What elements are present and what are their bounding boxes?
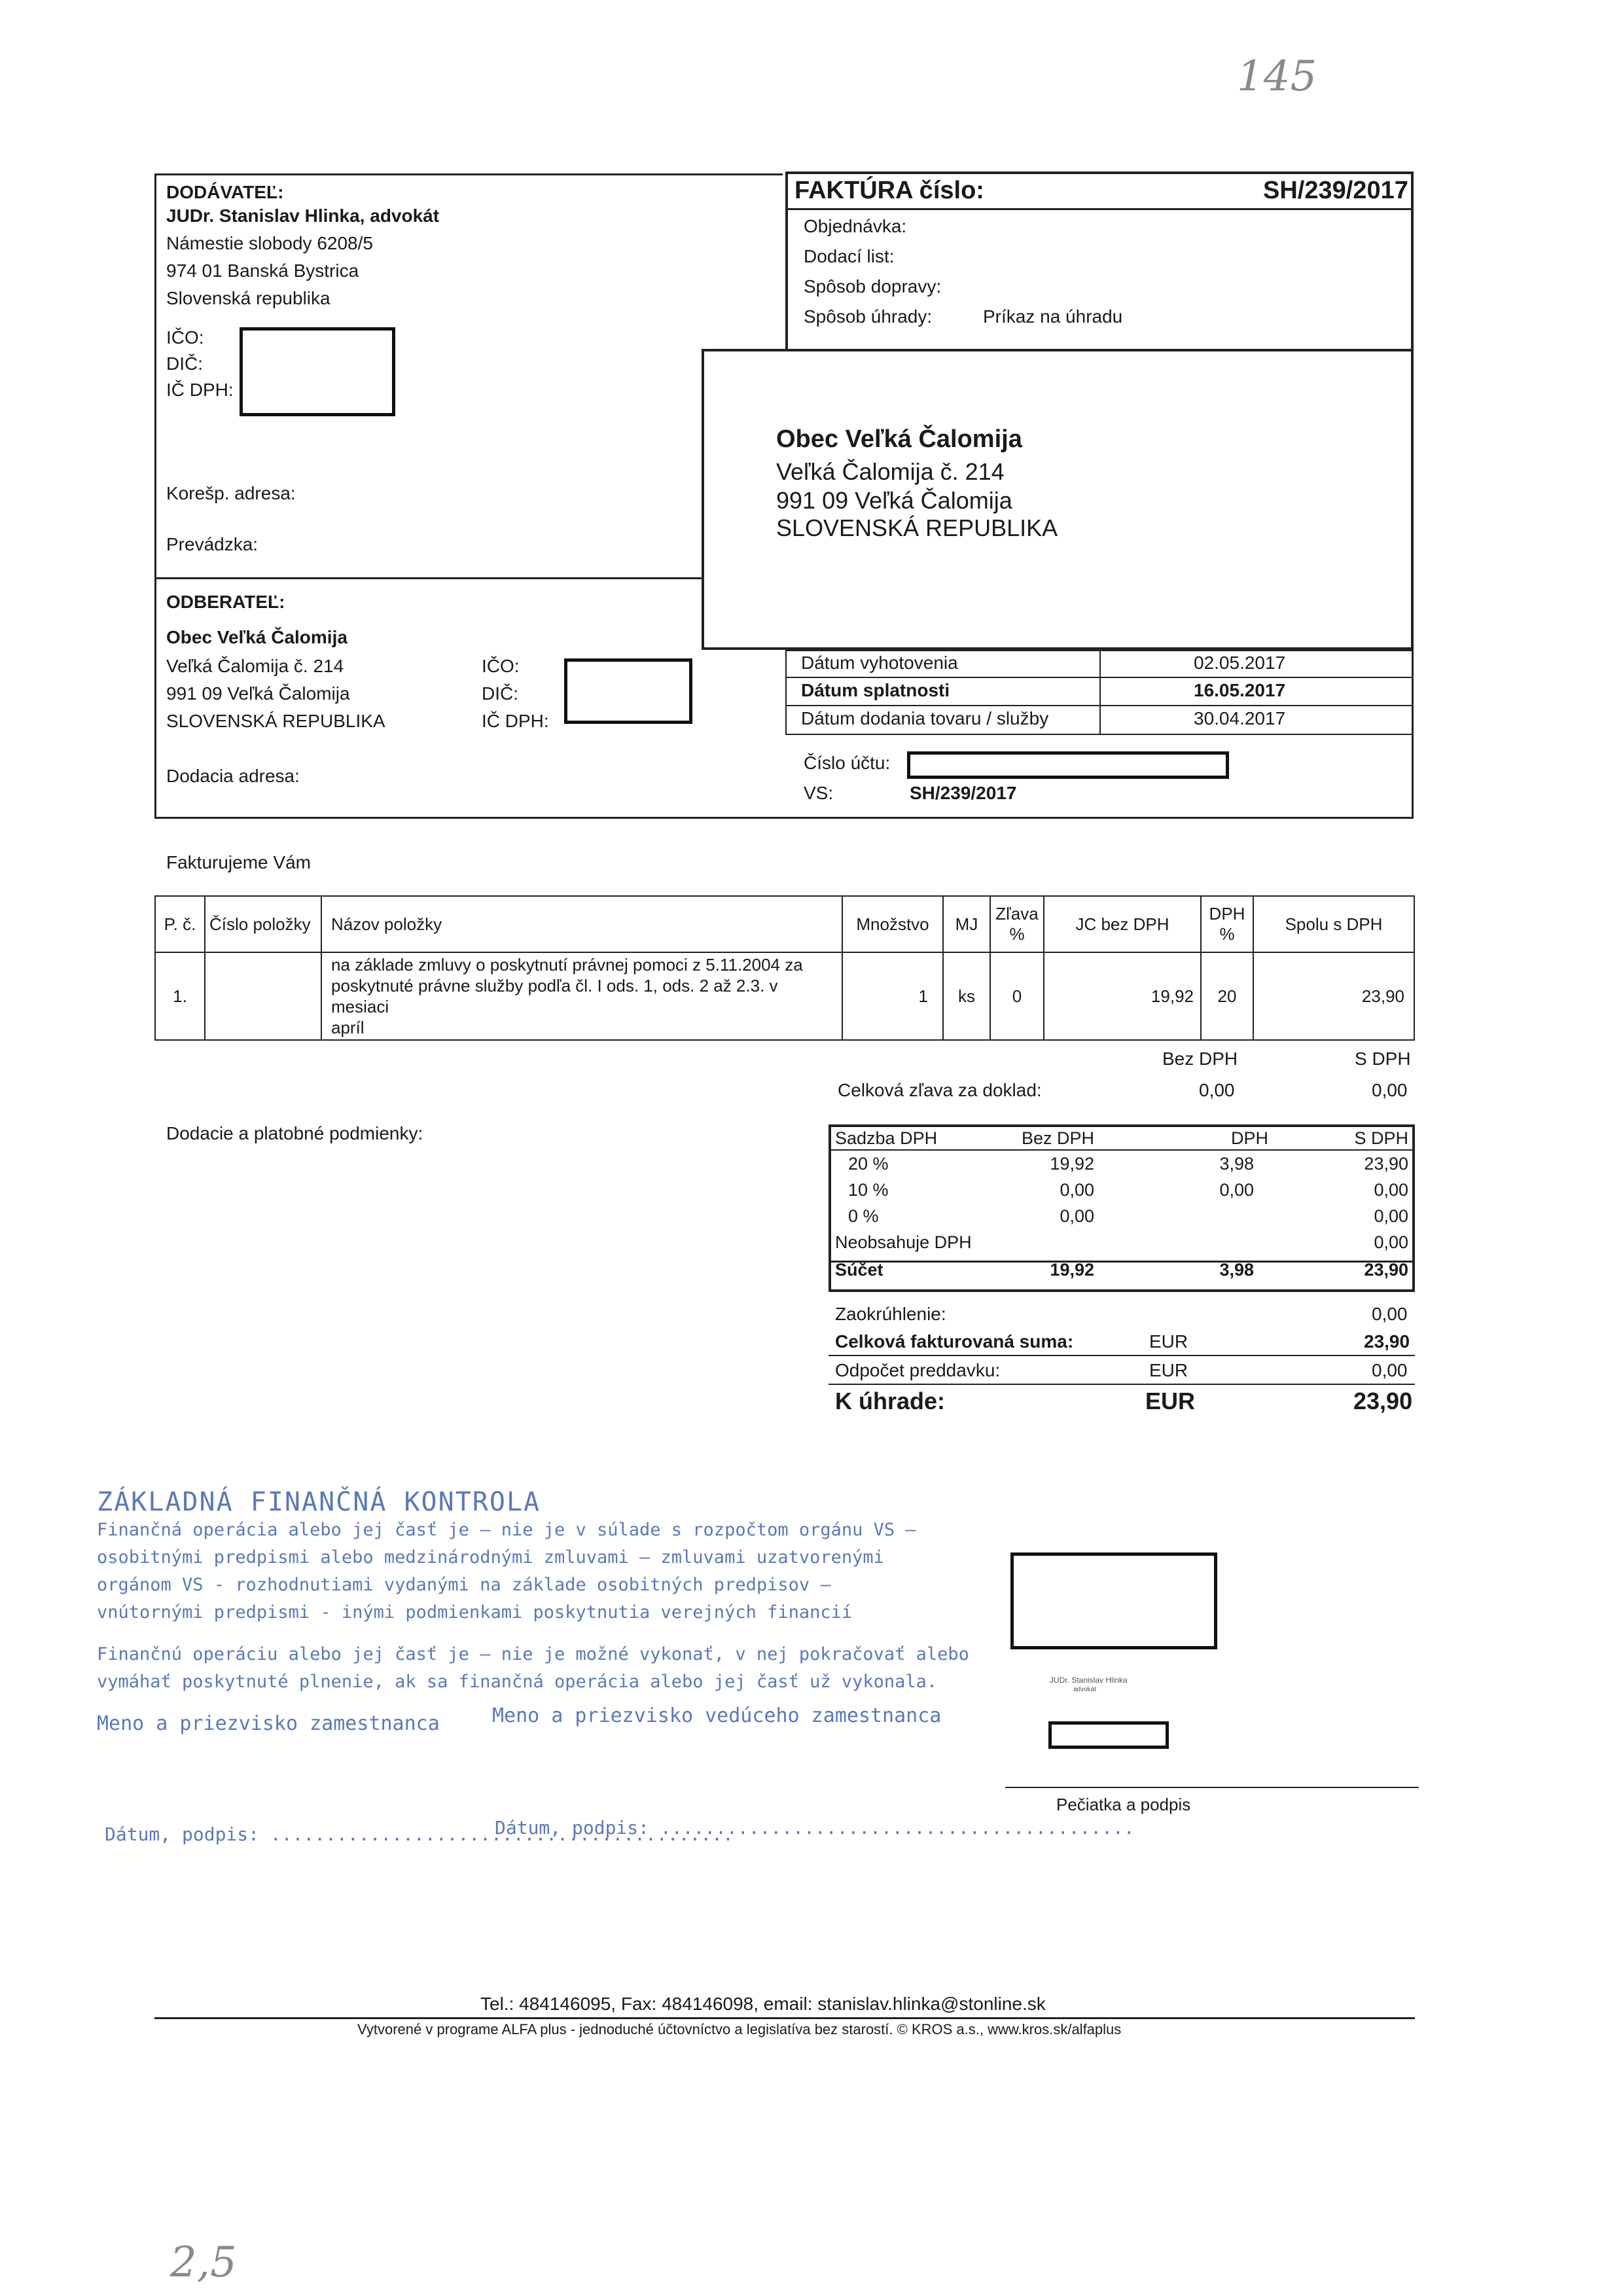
vat-base: 0,00	[1060, 1179, 1094, 1200]
supplier-city: 974 01 Banská Bystrica	[166, 260, 359, 281]
vat-header-vat: DPH	[1230, 1128, 1268, 1148]
discount-label: Celková zľava za doklad:	[838, 1080, 1042, 1100]
totals-rule-1	[829, 1355, 1415, 1356]
vat-sum-label: Súčet	[835, 1259, 883, 1280]
vat-header-rate: Sadzba DPH	[835, 1128, 938, 1148]
due-date-label: Dátum splatnosti	[801, 680, 950, 700]
control-stamp-line: orgánom VS - rozhodnutiami vydanými na základe osobitných predpisov –	[97, 1575, 831, 1595]
vat-sum-amount: 3,98	[1219, 1259, 1254, 1280]
control-stamp-head: Meno a priezvisko vedúceho zamestnanca	[492, 1704, 942, 1727]
advance-value: 0,00	[1372, 1360, 1408, 1380]
vat-amount: 3,98	[1219, 1153, 1254, 1174]
customer-name: Obec Veľká Čalomija	[166, 627, 348, 647]
supplier-country: Slovenská republika	[166, 288, 330, 308]
header-qty: Množstvo	[856, 914, 929, 934]
invoice-title: FAKTÚRA číslo:	[794, 177, 984, 204]
left-border	[154, 173, 156, 818]
supplier-koresp-label: Korešp. adresa:	[166, 483, 296, 503]
issue-date-label: Dátum vyhotovenia	[801, 653, 958, 673]
amount-due-currency: EUR	[1145, 1388, 1196, 1414]
vat-base: 0,00	[1060, 1206, 1094, 1226]
vs-label: VS:	[804, 783, 834, 803]
control-stamp-line: osobitnými predpismi alebo medzinárodnými zmluvami – zmluvami uzatvorenými	[97, 1547, 884, 1568]
vat-header-base: Bez DPH	[1021, 1128, 1094, 1148]
items-header-row	[155, 896, 1414, 952]
row-pc: 1.	[173, 986, 187, 1006]
control-stamp-date-sign: Dátum, podpis: ...........................................	[495, 1817, 1135, 1839]
customer-heading: ODBERATEĽ:	[166, 592, 285, 612]
control-stamp-date-sign: Dátum, podpis: ..........................................	[105, 1823, 734, 1845]
vat-base: 19,92	[1050, 1153, 1094, 1174]
delivery-date-value: 30.04.2017	[1194, 708, 1286, 728]
row-vat: 20	[1217, 986, 1237, 1006]
header-vat: DPH	[1209, 904, 1245, 924]
row-name-line: na základe zmluvy o poskytnutí právnej pomoci z 5.11.2004 za	[331, 955, 803, 975]
customer-ids-redaction	[564, 658, 692, 724]
account-redaction	[907, 751, 1229, 779]
account-label: Číslo účtu:	[804, 753, 891, 773]
discount-col-s: S DPH	[1355, 1049, 1411, 1069]
stamp-rule	[1005, 1787, 1419, 1788]
vs-value: SH/239/2017	[910, 783, 1017, 803]
footer-rule	[154, 2017, 1415, 2019]
totals-rule-2	[829, 1384, 1415, 1385]
signature-stamp-title: advokát	[1073, 1686, 1097, 1693]
recipient-name: Obec Veľká Čalomija	[776, 425, 1022, 453]
advance-currency: EUR	[1149, 1360, 1188, 1380]
customer-top-rule	[154, 577, 703, 579]
vat-sum-row	[830, 1255, 1414, 1284]
customer-icdph-label: IČ DPH:	[482, 711, 549, 731]
row-unit: ks	[958, 986, 975, 1006]
vat-rate: 20 %	[848, 1153, 889, 1174]
invoiced-currency: EUR	[1149, 1331, 1188, 1352]
supplier-icdph-label: IČ DPH:	[166, 380, 234, 400]
stamp-label: Pečiatka a podpis	[1056, 1795, 1191, 1814]
row-discount: 0	[1012, 986, 1022, 1006]
footer-software: Vytvorené v programe ALFA plus - jednoduché účtovníctvo a legislatíva bez starostí. © KROS a.s., www.kros.sk/alfaplus	[357, 2021, 1122, 2037]
vat-amount: 0,00	[1219, 1179, 1254, 1200]
header-name: Názov položky	[331, 914, 442, 934]
vat-total: 0,00	[1374, 1232, 1408, 1252]
vat-row	[830, 1203, 1414, 1229]
handwritten-page-number: 145	[1237, 52, 1317, 101]
customer-street: Veľká Čalomija č. 214	[166, 656, 344, 676]
handwritten-note: 2,5	[170, 2238, 237, 2287]
footer-contact: Tel.: 484146095, Fax: 484146098, email: stanislav.hlinka@stonline.sk	[480, 1994, 1046, 2014]
header-price: JC bez DPH	[1075, 914, 1169, 934]
header-discount-pct: %	[1009, 924, 1025, 944]
vat-sum-total: 23,90	[1364, 1259, 1408, 1280]
customer-delivery-label: Dodacia adresa:	[166, 766, 300, 786]
advance-label: Odpočet preddavku:	[835, 1360, 1001, 1380]
header-vat-pct: %	[1219, 924, 1235, 944]
supplier-street: Námestie slobody 6208/5	[166, 233, 373, 253]
intro-text: Fakturujeme Vám	[166, 852, 311, 872]
payment-method-value: Príkaz na úhradu	[983, 306, 1123, 327]
vat-rate: 10 %	[848, 1179, 889, 1200]
issue-date-value: 02.05.2017	[1194, 653, 1286, 673]
vat-row	[830, 1229, 1414, 1255]
vat-total: 23,90	[1364, 1153, 1408, 1174]
row-total: 23,90	[1361, 986, 1404, 1006]
due-date-value: 16.05.2017	[1194, 680, 1286, 700]
control-stamp-title: ZÁKLADNÁ FINANČNÁ KONTROLA	[97, 1487, 541, 1517]
customer-city: 991 09 Veľká Čalomija	[166, 683, 350, 704]
stamp-redaction	[1048, 1721, 1169, 1749]
header-code: Číslo položky	[209, 914, 311, 934]
terms-label: Dodacie a platobné podmienky:	[166, 1123, 423, 1143]
supplier-name: JUDr. Stanislav Hlinka, advokát	[166, 206, 440, 226]
customer-ico-label: IČO:	[482, 656, 520, 676]
supplier-ico-label: IČO:	[166, 327, 204, 348]
items-table	[154, 895, 1415, 1041]
signature-stamp-name: JUDr. Stanislav Hlinka	[1050, 1676, 1128, 1685]
supplier-dic-label: DIČ:	[166, 353, 203, 374]
order-label: Objednávka:	[804, 216, 907, 236]
discount-bez-value: 0,00	[1199, 1080, 1235, 1100]
invoice-title-rule	[785, 208, 1414, 210]
control-stamp-line: vnútornými predpismi - inými podmienkami poskytnutia verejných financií	[97, 1602, 853, 1623]
recipient-country: SLOVENSKÁ REPUBLIKA	[776, 514, 1058, 541]
discount-col-bez: Bez DPH	[1162, 1049, 1238, 1069]
amount-due-value: 23,90	[1353, 1388, 1413, 1414]
recipient-street: Veľká Čalomija č. 214	[776, 458, 1005, 485]
row-name-line: apríl	[331, 1018, 365, 1037]
row-name-line: poskytnuté právne služby podľa čl. I ods. 1, ods. 2 až 2.3. v mesiaci	[331, 976, 778, 1016]
header-unit: MJ	[955, 914, 978, 934]
vat-total: 0,00	[1374, 1179, 1408, 1200]
vat-rate: 0 %	[848, 1206, 879, 1226]
recipient-city: 991 09 Veľká Čalomija	[776, 487, 1012, 514]
delivery-date-label: Dátum dodania tovaru / služby	[801, 708, 1049, 728]
rounding-value: 0,00	[1372, 1304, 1408, 1324]
control-stamp-employee: Meno a priezvisko zamestnanca	[97, 1712, 440, 1735]
row-qty: 1	[918, 986, 928, 1006]
vat-header-total: S DPH	[1354, 1128, 1408, 1148]
header-bottom-rule	[154, 817, 1414, 819]
supplier-top-rule	[154, 173, 783, 175]
payment-method-label: Spôsob úhrady:	[804, 306, 933, 327]
vat-row	[830, 1177, 1414, 1203]
supplier-prevadzka-label: Prevádzka:	[166, 534, 259, 554]
control-stamp-line: Finančná operácia alebo jej časť je – nie je v súlade s rozpočtom orgánu VS –	[97, 1520, 916, 1540]
discount-s-value: 0,00	[1372, 1080, 1408, 1100]
customer-country: SLOVENSKÁ REPUBLIKA	[166, 711, 385, 731]
header-discount: Zľava	[995, 904, 1039, 924]
invoiced-label: Celková fakturovaná suma:	[835, 1331, 1074, 1352]
vat-total: 0,00	[1374, 1206, 1408, 1226]
vat-table	[830, 1126, 1414, 1284]
signature-redaction	[1010, 1552, 1217, 1649]
header-total: Spolu s DPH	[1285, 914, 1383, 934]
vat-row	[830, 1151, 1414, 1177]
supplier-ids-redaction	[240, 327, 395, 416]
vat-header-row	[830, 1126, 1414, 1151]
dates-divider	[1099, 650, 1101, 735]
vat-rate: Neobsahuje DPH	[835, 1232, 972, 1252]
invoice-number: SH/239/2017	[1263, 177, 1408, 204]
row-price: 19,92	[1150, 986, 1194, 1006]
invoiced-value: 23,90	[1364, 1331, 1410, 1352]
delivery-note-label: Dodací list:	[804, 246, 895, 266]
transport-label: Spôsob dopravy:	[804, 276, 942, 296]
amount-due-label: K úhrade:	[835, 1388, 946, 1414]
control-stamp-line: Finančnú operáciu alebo jej časť je – nie je možné vykonať, v nej pokračovať alebo	[97, 1644, 969, 1664]
control-stamp-line: vymáhať poskytnuté plnenie, ak sa finančná operácia alebo jej časť už vykonala.	[97, 1672, 938, 1692]
rounding-label: Zaokrúhlenie:	[835, 1304, 946, 1324]
table-row	[155, 952, 1414, 1040]
supplier-heading: DODÁVATEĽ:	[166, 182, 284, 202]
customer-dic-label: DIČ:	[482, 683, 518, 704]
header-pc: P. č.	[164, 914, 196, 934]
vat-sum-base: 19,92	[1050, 1259, 1094, 1280]
